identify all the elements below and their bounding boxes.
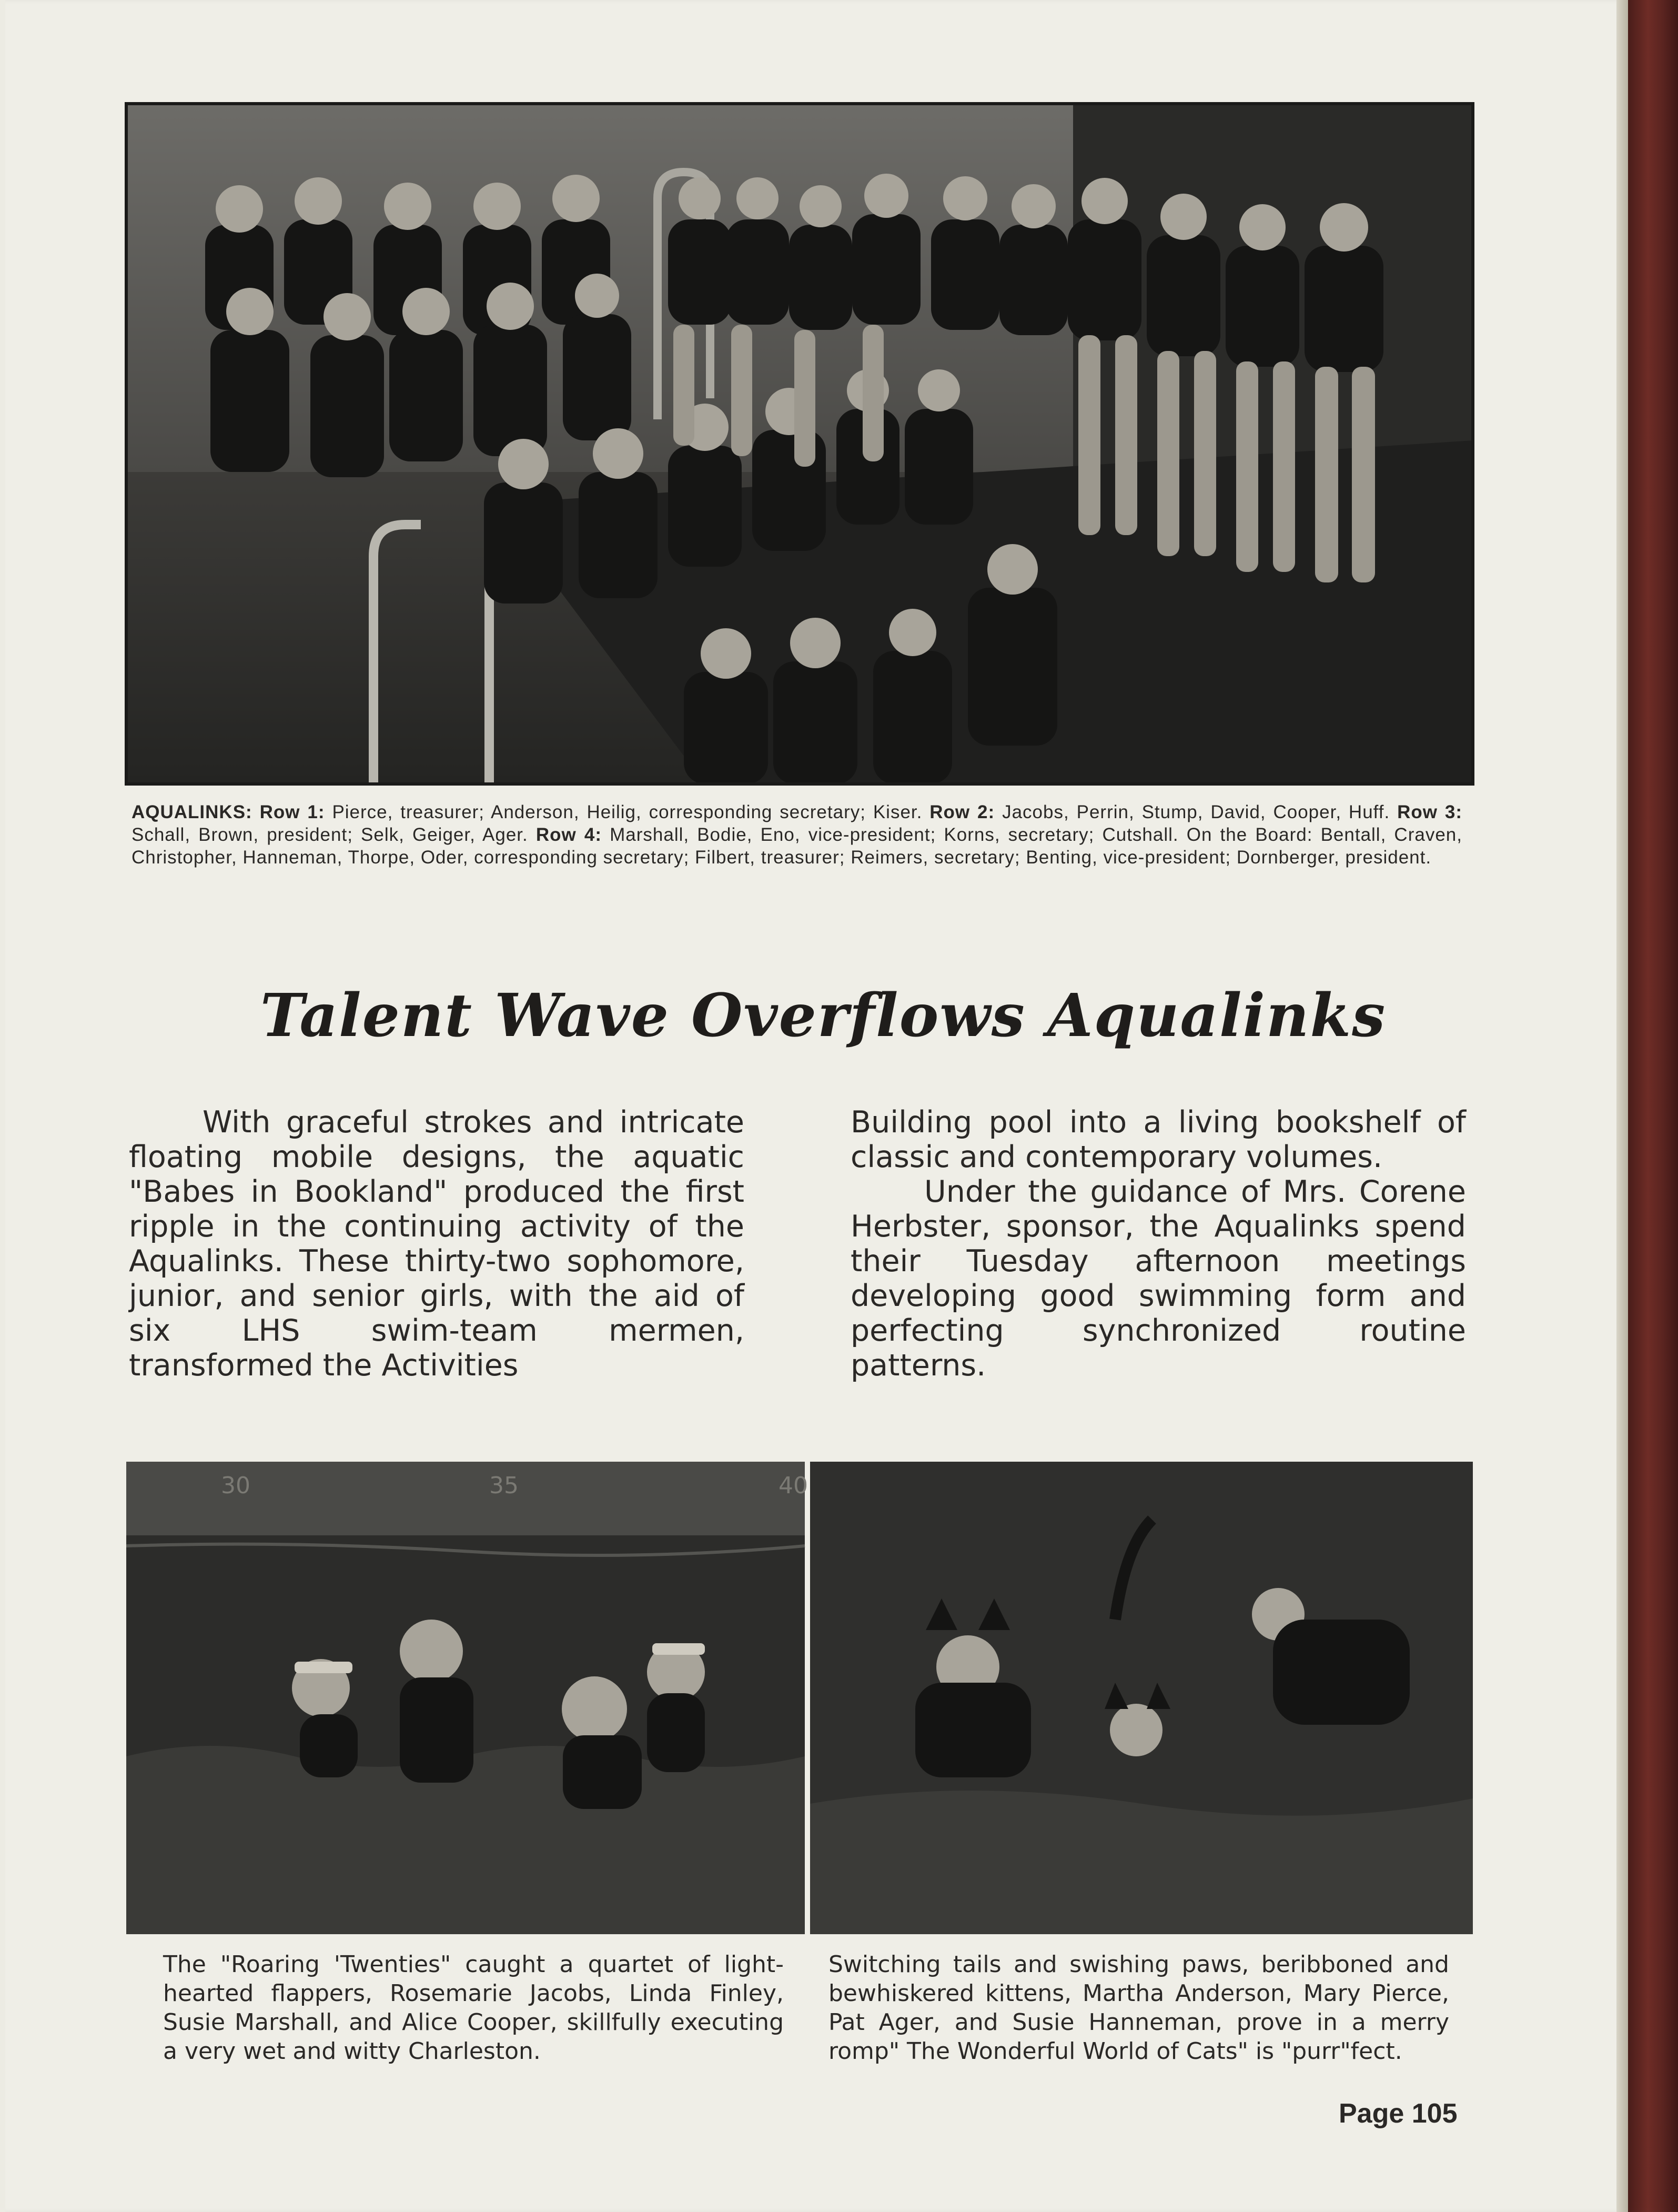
page-number: Page 105 <box>1339 2098 1458 2129</box>
lane-marker-30: 30 <box>221 1472 250 1499</box>
row1-names: Pierce, treasurer; Anderson, Heilig, corresponding secretary; Kiser. <box>332 802 923 822</box>
row1-label: Row 1: <box>259 802 325 822</box>
yearbook-page <box>5 0 1636 2212</box>
flappers-illustration <box>126 1462 808 1934</box>
wonderful-world-of-cats-photo <box>810 1462 1473 1934</box>
article-paragraph-2: Under the guidance of Mrs. Corene Herbster, sponsor, the Aqualinks spend their Tuesday afternoon meetings developing good swimming form and perfecting synchronized routine patterns. <box>851 1174 1466 1383</box>
cats-caption: Switching tails and swishing paws, beribboned and bewhiskered kittens, Martha Anderson, Mary Pierce, Pat Ager, and Susie Hanneman, prove in a merry romp" The Wonderful World of Cats" is "purr"fect. <box>828 1951 1449 2065</box>
article-left-column <box>129 1105 744 1383</box>
row2-names: Jacobs, Perrin, Stump, David, Cooper, Huff. <box>1002 802 1390 822</box>
group-photo-caption <box>132 801 1462 869</box>
aqualinks-group-photo <box>126 104 1473 784</box>
lane-marker-35: 35 <box>489 1472 519 1499</box>
lane-marker-40: 40 <box>779 1472 808 1499</box>
article-paragraph-1-continued: Building pool into a living bookshelf of classic and contemporary volumes. <box>851 1105 1466 1174</box>
row4-label: Row 4: <box>535 825 602 845</box>
article-paragraph-1: With graceful strokes and intricate floating mobile designs, the aquatic "Babes in Bookland" produced the first ripple in the continuing activity of the Aqualinks. These thirty-two sophomore, junior, and senior girls, with the aid of six LHS swim-team mermen, transformed the Activities <box>129 1105 744 1383</box>
row3-names: Schall, Brown, president; Selk, Geiger, Ager. <box>132 825 528 845</box>
roaring-twenties-caption: The "Roaring 'Twenties" caught a quartet of light-hearted flappers, Rosemarie Jacobs, Linda Finley, Susie Marshall, and Alice Cooper, skillfully executing a very wet and witty Charleston. <box>163 1951 784 2065</box>
article-right-column <box>851 1105 1466 1383</box>
page-edge <box>1616 0 1628 2212</box>
roaring-twenties-photo <box>126 1462 808 1934</box>
cats-illustration <box>810 1462 1473 1934</box>
row2-label: Row 2: <box>929 802 995 822</box>
book-binding <box>1628 0 1678 2212</box>
group-photo-illustration <box>126 104 1473 784</box>
row3-label: Row 3: <box>1397 802 1463 822</box>
caption-lead: AQUALINKS: <box>132 802 252 822</box>
page-headline: Talent Wave Overflows Aqualinks <box>260 981 1387 1050</box>
row4-names: Marshall, Bodie, Eno, vice-president; Korns, secretary; Cutshall. On the Board: Bentall, Craven, Christopher, Hanneman, Thorpe, Oder, corresponding secretary; Filbert, treasurer; Reimers, secretary; Benting, vice-president; Dornberger, president. <box>132 825 1462 868</box>
